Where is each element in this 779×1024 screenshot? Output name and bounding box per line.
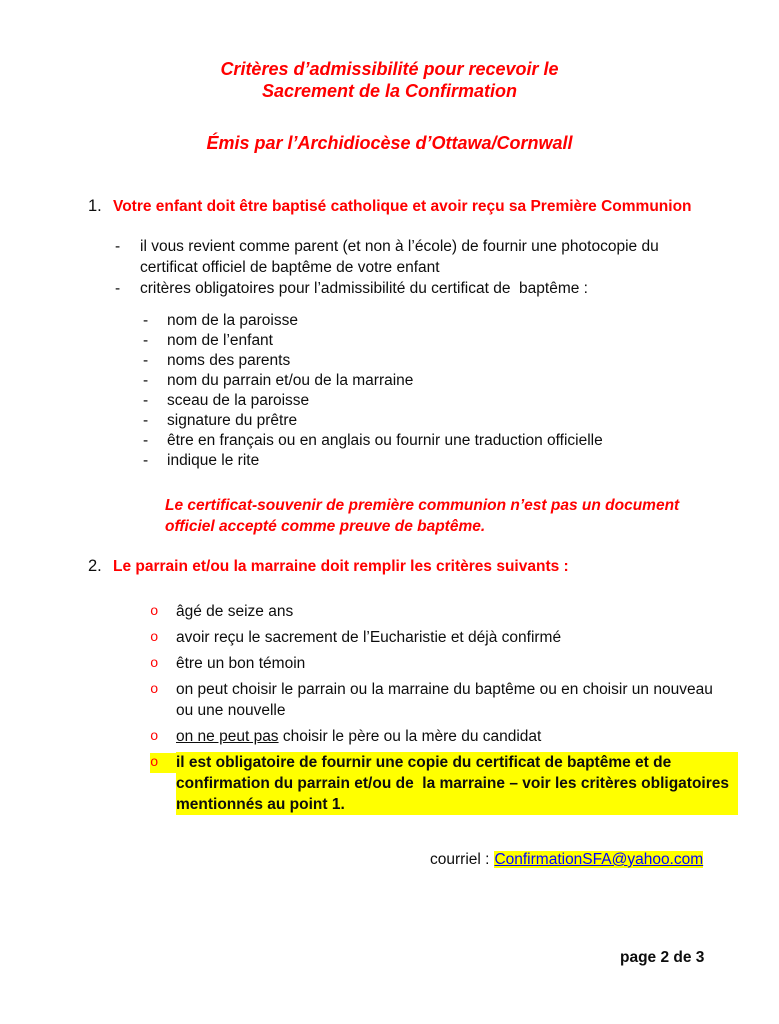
list-item [0, 236, 779, 278]
souvenir-certificate-note: Le certificat-souvenir de première communion n’est pas un document officiel accepté comme preuve de baptême. [165, 497, 680, 535]
list-item-highlighted [0, 752, 779, 815]
list-item [0, 431, 779, 451]
document-title [0, 58, 779, 102]
circle-bullet-icon: o [150, 682, 159, 698]
dash-bullet-icon: - [115, 280, 121, 297]
list-item-text: on peut choisir le parrain ou la marraine du baptême ou en choisir un nouveau ou une nouvelle [176, 681, 718, 719]
certificate-criteria-list [0, 311, 779, 471]
section-1-number: 1. [88, 197, 102, 215]
underlined-phrase: on ne peut pas [176, 728, 279, 745]
list-item [0, 653, 779, 674]
circle-bullet-icon: o [150, 604, 159, 620]
contact-line [430, 849, 779, 870]
list-item [0, 351, 779, 371]
list-item-text [176, 726, 541, 747]
list-item-text: noms des parents [167, 352, 291, 369]
list-item [0, 371, 779, 391]
circle-bullet-icon: o [150, 656, 159, 672]
document-subtitle: Émis par l’Archidiocèse d’Ottawa/Cornwall [206, 133, 573, 153]
list-item [0, 391, 779, 411]
list-item-text: nom du parrain et/ou de la marraine [167, 372, 414, 389]
section-2-number: 2. [88, 557, 102, 575]
list-item-text: il est obligatoire de fournir une copie du certificat de baptême et de confirmation du parrain et/ou de la marraine – voir les critères obligatoires mentionnés au point 1. [176, 752, 738, 815]
list-item-text: indique le rite [167, 452, 260, 469]
list-item [0, 278, 779, 299]
list-item-text-rest: choisir le père ou la mère du candidat [278, 728, 542, 745]
list-item-text: nom de la paroisse [167, 312, 298, 329]
list-item-text: nom de l’enfant [167, 332, 273, 349]
list-item [0, 411, 779, 431]
title-line-1: Critères d’admissibilité pour recevoir le [220, 59, 559, 79]
section-1-title: Votre enfant doit être baptisé catholique et avoir reçu sa Première Communion [113, 198, 692, 215]
list-item-text: critères obligatoires pour l’admissibilité du certificat de baptême : [140, 280, 588, 297]
dash-bullet-icon: - [143, 432, 149, 449]
section-2-heading [88, 556, 779, 577]
circle-bullet-icon: o [150, 630, 159, 646]
circle-bullet-icon: o [150, 729, 159, 745]
dash-bullet-icon: - [143, 452, 149, 469]
list-item-text: être un bon témoin [176, 655, 306, 672]
dash-bullet-icon: - [143, 312, 149, 329]
dash-bullet-icon: - [143, 352, 149, 369]
list-item [0, 627, 779, 648]
list-item-text: être en français ou en anglais ou fournir une traduction officielle [167, 432, 603, 449]
dash-bullet-icon: - [143, 392, 149, 409]
list-item [0, 311, 779, 331]
dash-bullet-icon: - [143, 412, 149, 429]
section-1-bullet-list [0, 236, 779, 299]
godparent-criteria-list [0, 601, 779, 815]
dash-bullet-icon: - [143, 332, 149, 349]
dash-bullet-icon: - [115, 238, 121, 255]
circle-bullet-icon: o [150, 753, 176, 773]
list-item-text: sceau de la paroisse [167, 392, 310, 409]
list-item [0, 331, 779, 351]
page-number: page 2 de 3 [620, 949, 705, 966]
list-item [0, 726, 779, 747]
list-item [0, 601, 779, 622]
list-item-text: il vous revient comme parent (et non à l’école) de fournir une photocopie du certificat officiel de baptême de votre enfant [140, 238, 664, 276]
section-2-title: Le parrain et/ou la marraine doit remplir les critères suivants : [113, 558, 569, 575]
list-item [0, 451, 779, 471]
section-1-heading [88, 196, 779, 217]
email-label: courriel : [430, 851, 490, 868]
title-line-2: Sacrement de la Confirmation [261, 81, 518, 101]
dash-bullet-icon: - [143, 372, 149, 389]
list-item-text: âgé de seize ans [176, 603, 294, 620]
list-item-text: avoir reçu le sacrement de l’Eucharistie et déjà confirmé [176, 629, 562, 646]
email-link[interactable]: ConfirmationSFA@yahoo.com [494, 851, 704, 868]
list-item-text: signature du prêtre [167, 412, 298, 429]
list-item [0, 679, 779, 721]
